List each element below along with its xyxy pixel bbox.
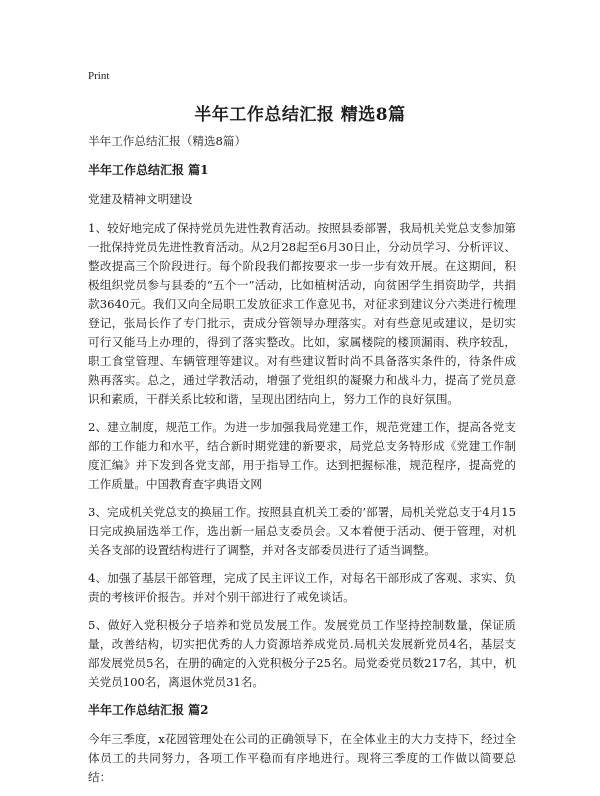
document-body <box>88 132 516 796</box>
print-link[interactable]: Print <box>88 70 110 82</box>
paragraph: 今年三季度，x花园管理处在公司的正确领导下，在全体业主的大力支持下，经过全体员工的共同努力，各项工作平稳而有序地进行。现将三季度的工作做以简要总结： <box>88 732 516 784</box>
section-topic: 党建及精神文明建设 <box>88 192 193 206</box>
paragraph: 1、较好地完成了保持党员先进性教育活动。按照县委部署，我局机关党总支参加第一批保持党员先进性教育活动。从2月28起至6月30日止，分动员学习、分析评议、整改提高三个阶段进行。每个阶段我们都按要求一步一步有效开展。在这期间，积极组织党员参与县委的“五个一”活动，比如植树活动，向贫困学生捐资助学，共捐款3640元。我们又向全局职工发放征求工作意见书，对征求到建议分六类进行梳理登记，张局长作了专门批示，责成分管领导办理落实。对有些意见或建议，是切实可行又能马上办理的，得到了落实整改。比如，家属楼院的楼顶漏雨、秩序较乱，职工食堂管理、车辆管理等建议。对有些建议暂时尚不具备落实条件的，待条件成熟再落实。总之，通过学教活动，增强了党组织的凝聚力和战斗力，提高了党员意识和素质，干群关系比较和谐，呈现出团结向上，努力工作的良好氛围。 <box>88 221 516 406</box>
paragraph: 4、加强了基层干部管理，完成了民主评议工作，对每名干部形成了客观、求实、负责的考核评价报告。并对个别干部进行了戒免谈话。 <box>88 571 516 604</box>
section-heading: 半年工作总结汇报 篇1 <box>88 163 209 177</box>
paragraph: 2、建立制度，规范工作。为进一步加强我局党建工作，规范党建工作，提高各党支部的工作能力和水平，结合新时期党建的新要求，局党总支务特形成《党建工作制度汇编》并下发到各党支部，用于指导工作。达到把握标准，规范程序，提高党的工作质量。中国教育查字典语文网 <box>88 420 516 491</box>
paragraph: 3、完成机关党总支的换届工作。按照县直机关工委的’部署，局机关党总支于4月15日完成换届选举工作，选出新一届总支委员会。又本着便于活动、便于管理，对机关各支部的设置结构进行了调整，并对各支部委员进行了适当调整。 <box>88 505 516 557</box>
document-subtitle: 半年工作总结汇报（精选8篇） <box>88 134 247 148</box>
page-title: 半年工作总结汇报 精选8篇 <box>194 105 406 125</box>
paragraph: 5、做好入党积极分子培养和党员发展工作。发展党员工作坚持控制数量，保证质量，改善结构，切实把优秀的人力资源培养成党员.局机关发展新党员4名，基层支部发展党员5名，在册的确定的入党积极分子25名。局党委党员数217名，其中，机关党员100名，离退休党员31名。 <box>88 618 516 689</box>
section-heading: 半年工作总结汇报 篇2 <box>88 703 209 717</box>
